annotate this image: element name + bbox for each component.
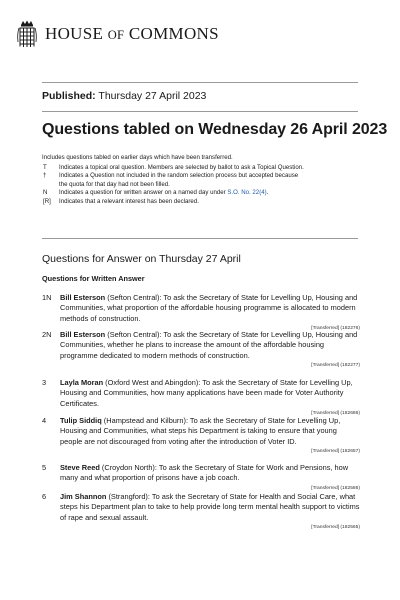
question-item xyxy=(42,293,360,333)
key-code: † xyxy=(43,172,47,180)
question-body xyxy=(60,330,360,361)
question-reference: [Transferred] (182277) xyxy=(311,363,360,369)
key-text: Indicates a topical oral question. Members are selected by ballot to ask a Topical Question. xyxy=(59,163,304,171)
page-title: Questions tabled on Wednesday 26 April 2023 xyxy=(42,121,388,138)
question-reference: [Transferred] (182657) xyxy=(311,449,360,455)
member-constituency: (Hampstead and Kilburn): xyxy=(101,416,189,425)
wordmark-house: HOUSE xyxy=(45,24,104,43)
question-body xyxy=(60,378,360,409)
member-constituency: (Sefton Central): xyxy=(105,293,162,302)
key-code: T xyxy=(43,163,47,171)
question-number: 1N xyxy=(42,293,52,302)
intro-text: Includes questions tabled on earlier days which have been transferred. xyxy=(42,154,233,161)
member-constituency: (Strangford): xyxy=(106,492,150,501)
question-item xyxy=(42,378,360,418)
question-text: To ask the Secretary of State for Levelling Up, Housing and Communities, how many applications have been made for Voter Authority Certificates. xyxy=(60,378,353,408)
wordmark-of: OF xyxy=(107,28,125,42)
wordmark-commons: COMMONS xyxy=(128,24,219,43)
key-row-dagger xyxy=(42,172,362,189)
question-body xyxy=(60,293,360,324)
published-label: Published: xyxy=(42,90,96,102)
key-text xyxy=(59,189,362,198)
section-divider xyxy=(42,238,358,239)
key-text-after: . xyxy=(266,189,269,197)
member-constituency: (Croydon North): xyxy=(99,463,157,472)
member-name: Tulip Siddiq xyxy=(60,416,102,425)
key-text: Indicates a Question not included in the random selection process but accepted because the quota for that day had not been filled. xyxy=(59,172,299,188)
question-body xyxy=(60,463,360,484)
member-constituency: (Sefton Central): xyxy=(105,330,162,339)
question-text: To ask the Secretary of State for Health and Social Care, what steps his Department plan to take to help provide long term mental health support to victims of rape and sexual assault. xyxy=(60,492,360,522)
key-code: N xyxy=(43,189,48,197)
portcullis-logo-icon xyxy=(16,20,38,48)
question-reference: [Transferred] (182276) xyxy=(311,326,360,332)
house-of-commons-wordmark xyxy=(45,24,219,44)
question-text: To ask the Secretary of State for Work and Pensions, how many and what proportion of prisons have a job coach. xyxy=(60,463,349,483)
question-item xyxy=(42,463,360,493)
question-text: To ask the Secretary of State for Levelling Up, Housing and Communities, whether he plans to increase the amount of the affordable housing programme dedicated to modern methods of construction. xyxy=(60,330,358,360)
question-item xyxy=(42,330,360,370)
section-title: Questions for Answer on Thursday 27 April xyxy=(42,253,241,265)
member-name: Bill Esterson xyxy=(60,330,106,339)
key-legend xyxy=(42,154,362,207)
question-reference: [Transferred] (182686) xyxy=(311,411,360,417)
question-reference: [Transferred] (182565) xyxy=(311,525,360,531)
published-line xyxy=(42,90,206,102)
standing-order-link[interactable]: S.O. No. 22(4) xyxy=(227,189,267,197)
member-name: Bill Esterson xyxy=(60,293,106,302)
key-text: Indicates that a relevant interest has been declared. xyxy=(59,197,199,205)
key-row-topical xyxy=(42,164,362,173)
key-row-named-day xyxy=(42,189,362,198)
key-code: [R] xyxy=(43,197,51,205)
question-number: 5 xyxy=(42,463,47,472)
question-item xyxy=(42,492,360,532)
published-date: Thursday 27 April 2023 xyxy=(98,90,207,102)
question-text: To ask the Secretary of State for Levelling Up, Housing and Communities, what proportion of the affordable housing programme is allocated to modern methods of construction. xyxy=(60,293,358,323)
member-name: Steve Reed xyxy=(60,463,100,472)
member-name: Jim Shannon xyxy=(60,492,107,501)
house-of-commons-header xyxy=(16,16,219,52)
question-body xyxy=(60,492,360,523)
question-number: 6 xyxy=(42,492,47,501)
question-reference: [Transferred] (182586) xyxy=(311,485,360,491)
question-body xyxy=(60,416,360,447)
key-text-before: Indicates a question for written answer on a named day under xyxy=(59,189,228,197)
question-item xyxy=(42,416,360,456)
member-name: Layla Moran xyxy=(60,378,104,387)
member-constituency: (Oxford West and Abingdon): xyxy=(103,378,201,387)
question-number: 4 xyxy=(42,416,47,425)
question-text: To ask the Secretary of State for Levelling Up, Housing and Communities, what steps his Department is taking to ensure that young people are not discouraged from voting after the introduction of Voter ID. xyxy=(60,416,341,446)
key-row-relevant-interest xyxy=(42,198,362,207)
question-number: 2N xyxy=(42,330,52,339)
published-bar xyxy=(42,82,358,112)
question-number: 3 xyxy=(42,378,47,387)
sub-section-title: Questions for Written Answer xyxy=(42,274,145,283)
